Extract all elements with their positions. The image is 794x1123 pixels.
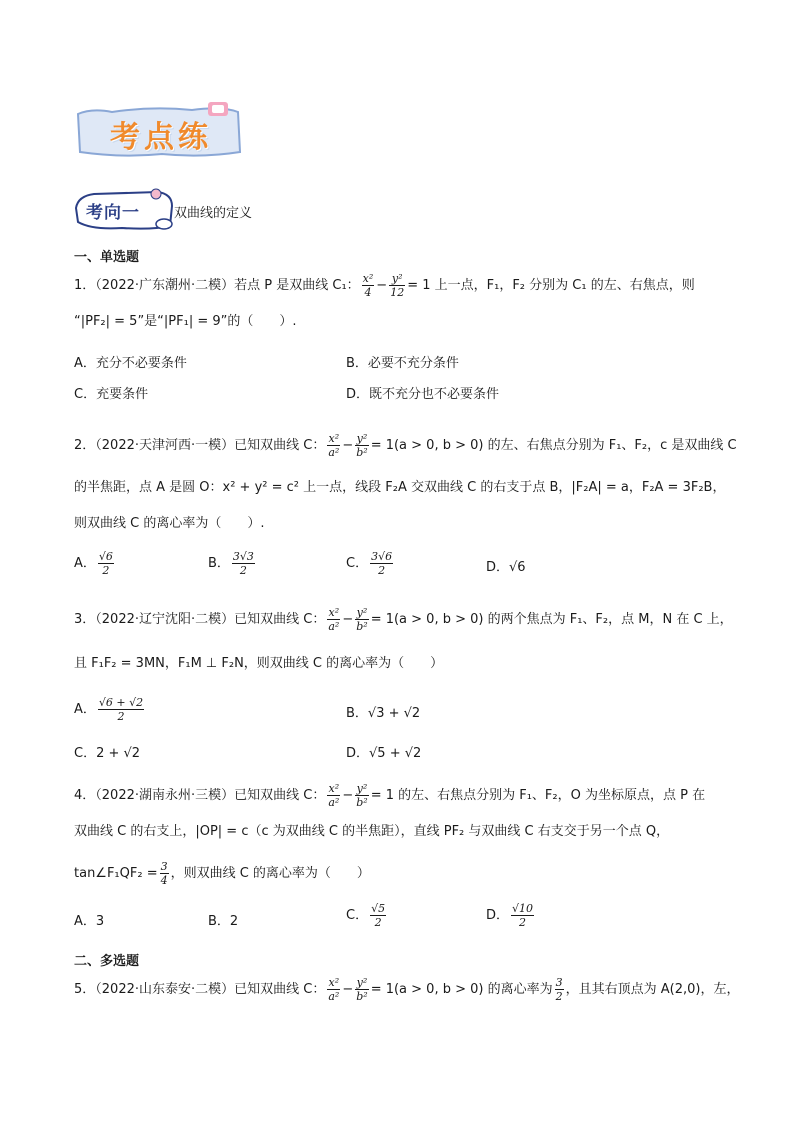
q3-number: 3． bbox=[74, 612, 96, 627]
q2-number: 2． bbox=[74, 438, 96, 453]
q4-tan-fraction: $\frac{3}{4}$ bbox=[160, 860, 168, 887]
q3-option-d[interactable]: D．√5 + √2 bbox=[346, 746, 422, 761]
q3-fraction-1: $\frac{\text{x²}}{\text{a²}}$ bbox=[328, 606, 340, 633]
q2-option-c[interactable]: C． $\frac{3√6}{2}$ bbox=[346, 550, 393, 577]
q4-number: 4． bbox=[74, 788, 96, 803]
q5-source: （2022·山东泰安·二模） bbox=[95, 982, 235, 997]
q2-line-2: 的半焦距，点 A 是圆 O：x² + y² = c² 上一点，线段 F₂A 交双曲线 C 的右支于点 B，|F₂A| = a，F₂A = 3F₂B， bbox=[74, 480, 726, 495]
q5-fraction-2: $\frac{\text{y²}}{\text{b²}}$ bbox=[356, 976, 368, 1003]
q2-option-a[interactable]: A． $\frac{√6}{2}$ bbox=[74, 550, 113, 577]
q2-option-b[interactable]: B． $\frac{3√3}{2}$ bbox=[208, 550, 254, 577]
question-2 bbox=[74, 432, 737, 459]
q5-fraction-1: $\frac{\text{x²}}{\text{a²}}$ bbox=[328, 976, 340, 1003]
q3-minus: − bbox=[342, 612, 354, 627]
section-badge bbox=[72, 186, 182, 234]
q1-option-d[interactable]: D．既不充分也不必要条件 bbox=[346, 387, 500, 402]
q5-text-3: ，且其右顶点为 A(2,0)，左， bbox=[565, 982, 740, 997]
q4-text-3: ，则双曲线 C 的离心率为（ ） bbox=[170, 866, 370, 881]
q2-text-2: = 1(a > 0, b > 0) 的左、右焦点分别为 F₁、F₂，c 是双曲线 C bbox=[370, 438, 737, 453]
q1-minus: − bbox=[376, 278, 388, 293]
q4-option-a[interactable]: A．3 bbox=[74, 914, 105, 929]
q5-minus: − bbox=[342, 982, 354, 997]
q3-option-a[interactable]: A． $\frac{√6 + √2}{2}$ bbox=[74, 696, 144, 723]
banner bbox=[72, 100, 244, 162]
q1-text-2: = 1 上一点，F₁，F₂ 分别为 C₁ 的左、右焦点，则 bbox=[407, 278, 695, 293]
q3-fraction-2: $\frac{\text{y²}}{\text{b²}}$ bbox=[356, 606, 368, 633]
q4-text-2: = 1 的左、右焦点分别为 F₁、F₂，O 为坐标原点，点 P 在 bbox=[370, 788, 706, 803]
q4-text-1: 已知双曲线 C： bbox=[234, 788, 326, 803]
q5-text-1: 已知双曲线 C： bbox=[234, 982, 326, 997]
q3-option-b[interactable]: B．√3 + √2 bbox=[346, 706, 421, 721]
q2-source: （2022·天津河西·一模） bbox=[95, 438, 235, 453]
q2-line-3: 则双曲线 C 的离心率为（ ）. bbox=[74, 516, 265, 531]
question-1 bbox=[74, 272, 695, 299]
question-5 bbox=[74, 976, 739, 1003]
q3-source: （2022·辽宁沈阳·二模） bbox=[95, 612, 235, 627]
q5-number: 5． bbox=[74, 982, 96, 997]
q1-number: 1． bbox=[74, 278, 96, 293]
q1-fraction-2: $\frac{\text{y²}}{12}$ bbox=[390, 272, 405, 299]
q2-option-d[interactable]: D．√6 bbox=[486, 560, 526, 575]
q4-line-3 bbox=[74, 860, 370, 887]
q1-fraction-1: $\frac{\text{x²}}{4}$ bbox=[362, 272, 374, 299]
q1-option-c[interactable]: C．充要条件 bbox=[74, 387, 149, 402]
q1-option-a[interactable]: A．充分不必要条件 bbox=[74, 356, 187, 371]
q1-text-1: 若点 P 是双曲线 C₁： bbox=[234, 278, 360, 293]
q2-text-1: 已知双曲线 C： bbox=[234, 438, 326, 453]
heading-single-choice: 一、单选题 bbox=[74, 250, 140, 265]
question-3 bbox=[74, 606, 733, 633]
q5-eccentricity-fraction: $\frac{3}{2}$ bbox=[555, 976, 563, 1003]
q3-option-c[interactable]: C．2 + √2 bbox=[74, 746, 141, 761]
q5-text-2: = 1(a > 0, b > 0) 的离心率为 bbox=[370, 982, 553, 997]
q1-option-b[interactable]: B．必要不充分条件 bbox=[346, 356, 459, 371]
q4-option-d[interactable]: D． $\frac{√10}{2}$ bbox=[486, 902, 534, 929]
q2-fraction-1: $\frac{\text{x²}}{\text{a²}}$ bbox=[328, 432, 340, 459]
heading-multi-choice: 二、多选题 bbox=[74, 954, 140, 969]
q3-text-1: 已知双曲线 C： bbox=[234, 612, 326, 627]
q2-minus: − bbox=[342, 438, 354, 453]
q1-source: （2022·广东潮州·二模） bbox=[95, 278, 235, 293]
section-badge-text: 考向一 bbox=[86, 203, 140, 223]
q4-fraction-1: $\frac{\text{x²}}{\text{a²}}$ bbox=[328, 782, 340, 809]
section-title: 双曲线的定义 bbox=[174, 206, 253, 221]
q4-minus: − bbox=[342, 788, 354, 803]
q4-fraction-2: $\frac{\text{y²}}{\text{b²}}$ bbox=[356, 782, 368, 809]
banner-title: 考点练 bbox=[110, 120, 212, 155]
q4-option-c[interactable]: C． $\frac{√5}{2}$ bbox=[346, 902, 386, 929]
q3-line-2: 且 F₁F₂ = 3MN，F₁M ⊥ F₂N，则双曲线 C 的离心率为（ ） bbox=[74, 656, 444, 671]
q4-tan-expr: tan∠F₁QF₂ = bbox=[74, 866, 158, 881]
question-4 bbox=[74, 782, 705, 809]
q2-fraction-2: $\frac{\text{y²}}{\text{b²}}$ bbox=[356, 432, 368, 459]
q4-source: （2022·湖南永州·三模） bbox=[95, 788, 235, 803]
q3-text-2: = 1(a > 0, b > 0) 的两个焦点为 F₁、F₂，点 M，N 在 C 上， bbox=[370, 612, 733, 627]
q1-line-2: “|PF₂| = 5”是“|PF₁| = 9”的（ ）. bbox=[74, 314, 297, 329]
q4-option-b[interactable]: B．2 bbox=[208, 914, 239, 929]
q4-line-2: 双曲线 C 的右支上，|OP| = c（c 为双曲线 C 的半焦距），直线 PF₂ 与双曲线 C 右支交于另一个点 Q， bbox=[74, 824, 670, 839]
